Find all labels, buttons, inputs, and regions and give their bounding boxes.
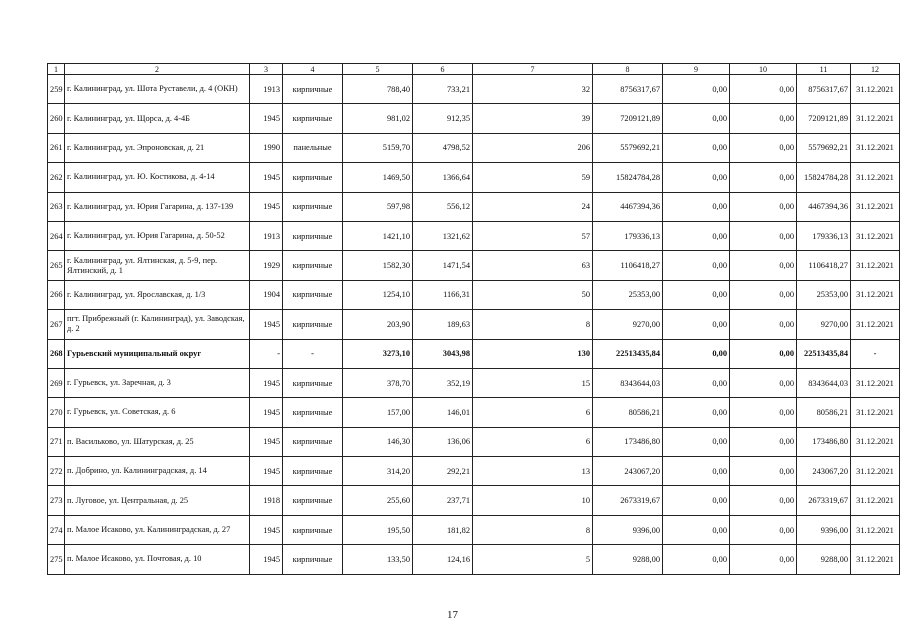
cost-total-cell: 1106418,27	[593, 251, 663, 280]
area-living-cell: 292,21	[413, 457, 473, 486]
residents-count-cell: 24	[473, 192, 593, 221]
row-number: 263	[48, 192, 65, 221]
fund-cell: 0,00	[663, 368, 730, 397]
area-living-cell: 181,82	[413, 515, 473, 544]
budget-cell: 0,00	[730, 457, 797, 486]
residents-count-cell: 39	[473, 104, 593, 133]
material-cell: кирпичные	[283, 515, 343, 544]
fund-cell: 0,00	[663, 339, 730, 368]
cost-total-cell: 4467394,36	[593, 192, 663, 221]
area-living-cell: 556,12	[413, 192, 473, 221]
material-cell: кирпичные	[283, 75, 343, 104]
address-cell: г. Калининград, ул. Шота Руставели, д. 4 (ОКН)	[65, 75, 250, 104]
table-row	[48, 75, 900, 104]
address-cell: п. Васильково, ул. Шатурская, д. 25	[65, 427, 250, 456]
address-cell: пгт. Прибрежный (г. Калининград), ул. Заводская, д. 2	[65, 310, 250, 339]
column-header: 11	[797, 64, 851, 75]
row-number: 262	[48, 163, 65, 192]
budget-cell: 0,00	[730, 398, 797, 427]
deadline-date-cell: 31.12.2021	[851, 427, 900, 456]
fund-cell: 0,00	[663, 515, 730, 544]
material-cell: кирпичные	[283, 192, 343, 221]
budget-cell: 0,00	[730, 163, 797, 192]
deadline-date-cell: 31.12.2021	[851, 133, 900, 162]
address-cell: г. Калининград, ул. Щорса, д. 4-4Б	[65, 104, 250, 133]
fund-cell: 0,00	[663, 221, 730, 250]
area-living-cell: 1471,54	[413, 251, 473, 280]
other-funds-cell: 7209121,89	[797, 104, 851, 133]
column-header: 5	[343, 64, 413, 75]
budget-cell: 0,00	[730, 280, 797, 309]
fund-cell: 0,00	[663, 457, 730, 486]
table-row	[48, 486, 900, 515]
year-cell: 1913	[250, 221, 283, 250]
budget-cell: 0,00	[730, 192, 797, 221]
residents-count-cell: 6	[473, 398, 593, 427]
cost-total-cell: 22513435,84	[593, 339, 663, 368]
area-total-cell: 1582,30	[343, 251, 413, 280]
column-header: 6	[413, 64, 473, 75]
year-cell: 1945	[250, 398, 283, 427]
address-cell: г. Гурьевск, ул. Заречная, д. 3	[65, 368, 250, 397]
area-living-cell: 4798,52	[413, 133, 473, 162]
row-number: 274	[48, 515, 65, 544]
fund-cell: 0,00	[663, 398, 730, 427]
deadline-date-cell: 31.12.2021	[851, 368, 900, 397]
area-living-cell: 3043,98	[413, 339, 473, 368]
year-cell: 1945	[250, 457, 283, 486]
year-cell: 1990	[250, 133, 283, 162]
table-row	[48, 310, 900, 339]
area-total-cell: 255,60	[343, 486, 413, 515]
deadline-date-cell: 31.12.2021	[851, 310, 900, 339]
material-cell: кирпичные	[283, 104, 343, 133]
deadline-date-cell: 31.12.2021	[851, 192, 900, 221]
table-subtotal-row	[48, 339, 900, 368]
deadline-date-cell: 31.12.2021	[851, 457, 900, 486]
residents-count-cell: 63	[473, 251, 593, 280]
residents-count-cell: 59	[473, 163, 593, 192]
residents-count-cell: 206	[473, 133, 593, 162]
address-cell: п. Луговое, ул. Центральная, д. 25	[65, 486, 250, 515]
other-funds-cell: 9288,00	[797, 545, 851, 574]
residents-count-cell: 5	[473, 545, 593, 574]
cost-total-cell: 173486,80	[593, 427, 663, 456]
budget-cell: 0,00	[730, 310, 797, 339]
area-living-cell: 124,16	[413, 545, 473, 574]
column-header: 8	[593, 64, 663, 75]
table-row	[48, 398, 900, 427]
address-cell: п. Малое Исаково, ул. Почтовая, д. 10	[65, 545, 250, 574]
row-number: 264	[48, 221, 65, 250]
cost-total-cell: 7209121,89	[593, 104, 663, 133]
table-row	[48, 163, 900, 192]
area-living-cell: 1321,62	[413, 221, 473, 250]
material-cell: кирпичные	[283, 163, 343, 192]
other-funds-cell: 8756317,67	[797, 75, 851, 104]
row-number: 273	[48, 486, 65, 515]
table-body	[48, 64, 900, 575]
material-cell: кирпичные	[283, 486, 343, 515]
fund-cell: 0,00	[663, 310, 730, 339]
cost-total-cell: 15824784,28	[593, 163, 663, 192]
material-cell: кирпичные	[283, 280, 343, 309]
address-cell: г. Калининград, ул. Юрия Гагарина, д. 50-52	[65, 221, 250, 250]
column-header: 12	[851, 64, 900, 75]
column-header: 1	[48, 64, 65, 75]
address-cell: п. Добрино, ул. Калининградская, д. 14	[65, 457, 250, 486]
fund-cell: 0,00	[663, 427, 730, 456]
year-cell: 1945	[250, 427, 283, 456]
other-funds-cell: 80586,21	[797, 398, 851, 427]
other-funds-cell: 8343644,03	[797, 368, 851, 397]
fund-cell: 0,00	[663, 545, 730, 574]
address-cell: г. Калининград, ул. Ярославская, д. 1/3	[65, 280, 250, 309]
column-header: 9	[663, 64, 730, 75]
residents-count-cell: 50	[473, 280, 593, 309]
address-cell: г. Калининград, ул. Ялтинская, д. 5-9, пер. Ялтинский, д. 1	[65, 251, 250, 280]
budget-cell: 0,00	[730, 339, 797, 368]
column-header: 3	[250, 64, 283, 75]
residents-count-cell: 130	[473, 339, 593, 368]
table-row	[48, 192, 900, 221]
area-total-cell: 203,90	[343, 310, 413, 339]
row-number: 270	[48, 398, 65, 427]
area-total-cell: 378,70	[343, 368, 413, 397]
area-living-cell: 733,21	[413, 75, 473, 104]
area-living-cell: 189,63	[413, 310, 473, 339]
page-number: 17	[447, 609, 458, 621]
column-number-row	[48, 64, 900, 75]
year-cell: -	[250, 339, 283, 368]
fund-cell: 0,00	[663, 280, 730, 309]
column-header: 7	[473, 64, 593, 75]
fund-cell: 0,00	[663, 133, 730, 162]
year-cell: 1904	[250, 280, 283, 309]
row-number: 265	[48, 251, 65, 280]
year-cell: 1945	[250, 104, 283, 133]
row-number: 259	[48, 75, 65, 104]
row-number: 266	[48, 280, 65, 309]
material-cell: кирпичные	[283, 398, 343, 427]
area-total-cell: 597,98	[343, 192, 413, 221]
fund-cell: 0,00	[663, 104, 730, 133]
address-cell: г. Гурьевск, ул. Советская, д. 6	[65, 398, 250, 427]
residents-count-cell: 15	[473, 368, 593, 397]
year-cell: 1945	[250, 192, 283, 221]
budget-cell: 0,00	[730, 368, 797, 397]
year-cell: 1929	[250, 251, 283, 280]
budget-cell: 0,00	[730, 486, 797, 515]
fund-cell: 0,00	[663, 486, 730, 515]
residents-count-cell: 57	[473, 221, 593, 250]
material-cell: кирпичные	[283, 221, 343, 250]
budget-cell: 0,00	[730, 251, 797, 280]
budget-cell: 0,00	[730, 545, 797, 574]
budget-cell: 0,00	[730, 75, 797, 104]
other-funds-cell: 2673319,67	[797, 486, 851, 515]
budget-cell: 0,00	[730, 221, 797, 250]
area-living-cell: 1366,64	[413, 163, 473, 192]
column-header: 10	[730, 64, 797, 75]
other-funds-cell: 22513435,84	[797, 339, 851, 368]
year-cell: 1945	[250, 368, 283, 397]
material-cell: кирпичные	[283, 251, 343, 280]
other-funds-cell: 179336,13	[797, 221, 851, 250]
area-living-cell: 146,01	[413, 398, 473, 427]
other-funds-cell: 9270,00	[797, 310, 851, 339]
area-total-cell: 1469,50	[343, 163, 413, 192]
other-funds-cell: 25353,00	[797, 280, 851, 309]
table-row	[48, 221, 900, 250]
fund-cell: 0,00	[663, 163, 730, 192]
fund-cell: 0,00	[663, 192, 730, 221]
column-header: 4	[283, 64, 343, 75]
area-total-cell: 5159,70	[343, 133, 413, 162]
area-total-cell: 3273,10	[343, 339, 413, 368]
table-row	[48, 515, 900, 544]
area-total-cell: 981,02	[343, 104, 413, 133]
area-living-cell: 136,06	[413, 427, 473, 456]
area-total-cell: 195,50	[343, 515, 413, 544]
deadline-date-cell: 31.12.2021	[851, 515, 900, 544]
material-cell: кирпичные	[283, 545, 343, 574]
deadline-date-cell: 31.12.2021	[851, 486, 900, 515]
fund-cell: 0,00	[663, 251, 730, 280]
cost-total-cell: 9270,00	[593, 310, 663, 339]
cost-total-cell: 9288,00	[593, 545, 663, 574]
residents-count-cell: 10	[473, 486, 593, 515]
table-row	[48, 427, 900, 456]
year-cell: 1945	[250, 310, 283, 339]
row-number: 267	[48, 310, 65, 339]
area-living-cell: 1166,31	[413, 280, 473, 309]
cost-total-cell: 9396,00	[593, 515, 663, 544]
column-header: 2	[65, 64, 250, 75]
area-living-cell: 352,19	[413, 368, 473, 397]
year-cell: 1945	[250, 545, 283, 574]
other-funds-cell: 173486,80	[797, 427, 851, 456]
other-funds-cell: 9396,00	[797, 515, 851, 544]
cost-total-cell: 25353,00	[593, 280, 663, 309]
other-funds-cell: 4467394,36	[797, 192, 851, 221]
address-cell: г. Калининград, ул. Эпроновская, д. 21	[65, 133, 250, 162]
residents-count-cell: 32	[473, 75, 593, 104]
deadline-date-cell: 31.12.2021	[851, 280, 900, 309]
year-cell: 1918	[250, 486, 283, 515]
row-number: 271	[48, 427, 65, 456]
area-total-cell: 133,50	[343, 545, 413, 574]
cost-total-cell: 5579692,21	[593, 133, 663, 162]
area-total-cell: 788,40	[343, 75, 413, 104]
area-total-cell: 1254,10	[343, 280, 413, 309]
year-cell: 1913	[250, 75, 283, 104]
residents-count-cell: 13	[473, 457, 593, 486]
material-cell: кирпичные	[283, 310, 343, 339]
table-row	[48, 251, 900, 280]
housing-table	[47, 63, 900, 575]
table-row	[48, 280, 900, 309]
other-funds-cell: 243067,20	[797, 457, 851, 486]
budget-cell: 0,00	[730, 515, 797, 544]
area-total-cell: 314,20	[343, 457, 413, 486]
material-cell: -	[283, 339, 343, 368]
area-living-cell: 912,35	[413, 104, 473, 133]
deadline-date-cell: 31.12.2021	[851, 398, 900, 427]
year-cell: 1945	[250, 163, 283, 192]
other-funds-cell: 1106418,27	[797, 251, 851, 280]
material-cell: панельные	[283, 133, 343, 162]
row-number: 268	[48, 339, 65, 368]
budget-cell: 0,00	[730, 427, 797, 456]
cost-total-cell: 243067,20	[593, 457, 663, 486]
other-funds-cell: 15824784,28	[797, 163, 851, 192]
budget-cell: 0,00	[730, 133, 797, 162]
deadline-date-cell: 31.12.2021	[851, 75, 900, 104]
residents-count-cell: 8	[473, 310, 593, 339]
material-cell: кирпичные	[283, 457, 343, 486]
deadline-date-cell: 31.12.2021	[851, 545, 900, 574]
deadline-date-cell: 31.12.2021	[851, 104, 900, 133]
cost-total-cell: 8343644,03	[593, 368, 663, 397]
material-cell: кирпичные	[283, 368, 343, 397]
table-row	[48, 133, 900, 162]
address-cell: Гурьевский муниципальный округ	[65, 339, 250, 368]
table-row	[48, 545, 900, 574]
budget-cell: 0,00	[730, 104, 797, 133]
deadline-date-cell: -	[851, 339, 900, 368]
cost-total-cell: 80586,21	[593, 398, 663, 427]
deadline-date-cell: 31.12.2021	[851, 251, 900, 280]
material-cell: кирпичные	[283, 427, 343, 456]
address-cell: г. Калининград, ул. Юрия Гагарина, д. 137-139	[65, 192, 250, 221]
area-total-cell: 146,30	[343, 427, 413, 456]
year-cell: 1945	[250, 515, 283, 544]
row-number: 272	[48, 457, 65, 486]
area-living-cell: 237,71	[413, 486, 473, 515]
cost-total-cell: 8756317,67	[593, 75, 663, 104]
row-number: 260	[48, 104, 65, 133]
cost-total-cell: 2673319,67	[593, 486, 663, 515]
deadline-date-cell: 31.12.2021	[851, 221, 900, 250]
row-number: 275	[48, 545, 65, 574]
fund-cell: 0,00	[663, 75, 730, 104]
table-row	[48, 368, 900, 397]
cost-total-cell: 179336,13	[593, 221, 663, 250]
table-row	[48, 457, 900, 486]
deadline-date-cell: 31.12.2021	[851, 163, 900, 192]
row-number: 261	[48, 133, 65, 162]
residents-count-cell: 6	[473, 427, 593, 456]
address-cell: п. Малое Исаково, ул. Калининградская, д. 27	[65, 515, 250, 544]
row-number: 269	[48, 368, 65, 397]
area-total-cell: 157,00	[343, 398, 413, 427]
address-cell: г. Калининград, ул. Ю. Костикова, д. 4-14	[65, 163, 250, 192]
table-row	[48, 104, 900, 133]
area-total-cell: 1421,10	[343, 221, 413, 250]
other-funds-cell: 5579692,21	[797, 133, 851, 162]
residents-count-cell: 8	[473, 515, 593, 544]
